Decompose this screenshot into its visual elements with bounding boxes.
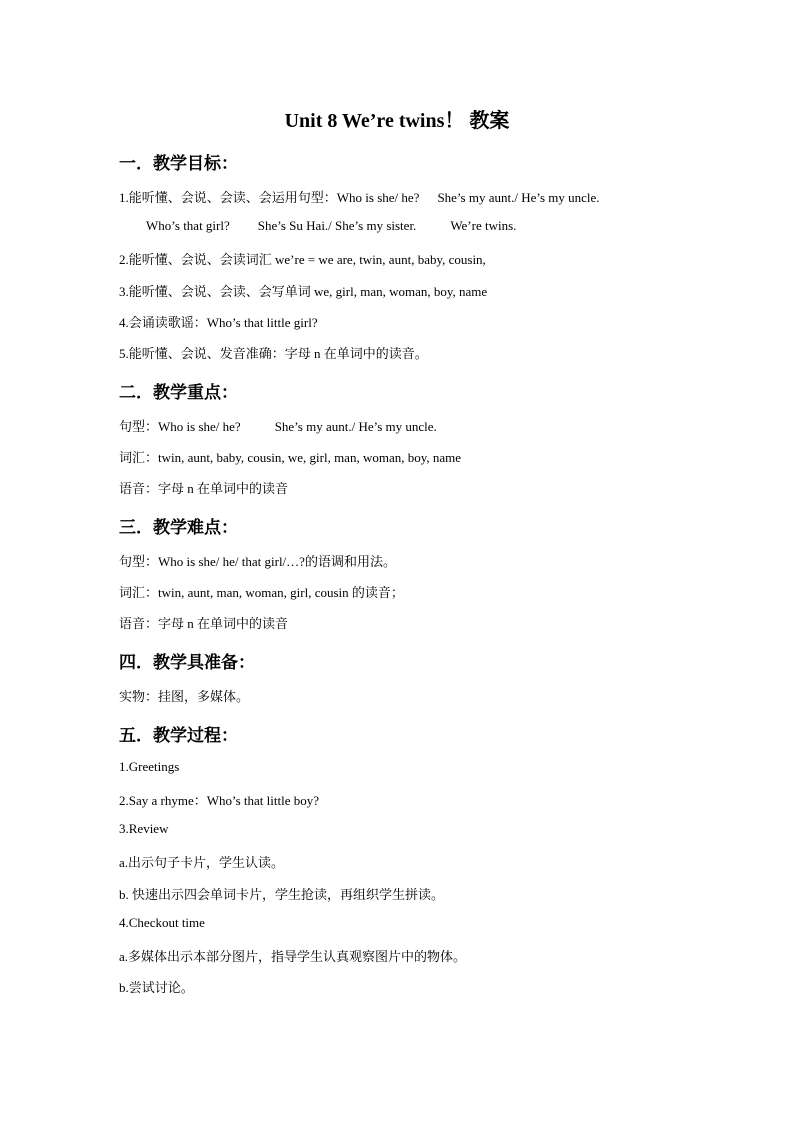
key-point-vocab: 词汇：twin, aunt, baby, cousin, we, girl, man, woman, boy, name <box>119 450 462 465</box>
procedure-step-3a: a.出示句子卡片，学生认读。 <box>119 855 285 870</box>
section-heading-objectives: 一．教学目标： <box>119 154 238 174</box>
difficulty-sentence: 句型：Who is she/ he/ that girl/…?的语调和用法。 <box>119 554 396 569</box>
objective-item-1-pattern-2: Who’s that girl? <box>146 218 230 233</box>
section-heading-materials: 四．教学具准备： <box>119 653 255 673</box>
objective-item-1-pattern-3: She’s Su Hai./ She’s my sister. <box>257 218 417 233</box>
difficulty-vocab: 词汇：twin, aunt, man, woman, girl, cousin 的读音； <box>119 585 404 600</box>
section-heading-difficulties: 三．教学难点： <box>119 518 238 538</box>
objective-item-4: 4.会诵读歌谣：Who’s that little girl? <box>119 315 318 330</box>
materials-list: 实物：挂图，多媒体。 <box>119 689 250 704</box>
section-heading-key-points: 二．教学重点： <box>119 383 238 403</box>
procedure-step-2: 2.Say a rhyme：Who’s that little boy? <box>119 793 320 808</box>
document-title: Unit 8 We’re twins！ 教案 <box>284 110 510 132</box>
procedure-step-4a: a.多媒体出示本部分图片，指导学生认真观察图片中的物体。 <box>119 949 467 964</box>
procedure-step-3: 3.Review <box>119 821 169 836</box>
objective-item-1-pattern: She’s my aunt./ He’s my uncle. <box>437 190 600 205</box>
objective-item-1-text: 1.能听懂、会说、会读、会运用句型：Who is she/ he? <box>119 190 420 205</box>
procedure-step-4: 4.Checkout time <box>119 915 205 930</box>
key-point-sentence-text: 句型：Who is she/ he? <box>119 419 241 434</box>
objective-item-3: 3.能听懂、会说、会读、会写单词 we, girl, man, woman, boy, name <box>119 284 488 299</box>
objective-item-1-pattern-4: We’re twins. <box>450 218 517 233</box>
procedure-step-1: 1.Greetings <box>119 759 180 774</box>
objective-item-1-continued <box>146 218 516 234</box>
key-point-sentence-answer: She’s my aunt./ He’s my uncle. <box>274 419 437 434</box>
difficulty-phonics: 语音：字母 n 在单词中的读音 <box>119 616 289 631</box>
key-point-phonics: 语音：字母 n 在单词中的读音 <box>119 481 289 496</box>
procedure-step-4b: b.尝试讨论。 <box>119 980 194 995</box>
objective-item-1 <box>119 187 600 206</box>
objective-item-2: 2.能听懂、会说、会读词汇 we’re = we are, twin, aunt, baby, cousin, <box>119 252 486 267</box>
procedure-step-3b: b. 快速出示四会单词卡片，学生抢读，再组织学生拼读。 <box>119 887 445 902</box>
section-heading-procedure: 五．教学过程： <box>119 726 238 746</box>
key-point-sentence <box>119 416 437 435</box>
objective-item-5: 5.能听懂、会说、发音准确：字母 n 在单词中的读音。 <box>119 346 428 361</box>
